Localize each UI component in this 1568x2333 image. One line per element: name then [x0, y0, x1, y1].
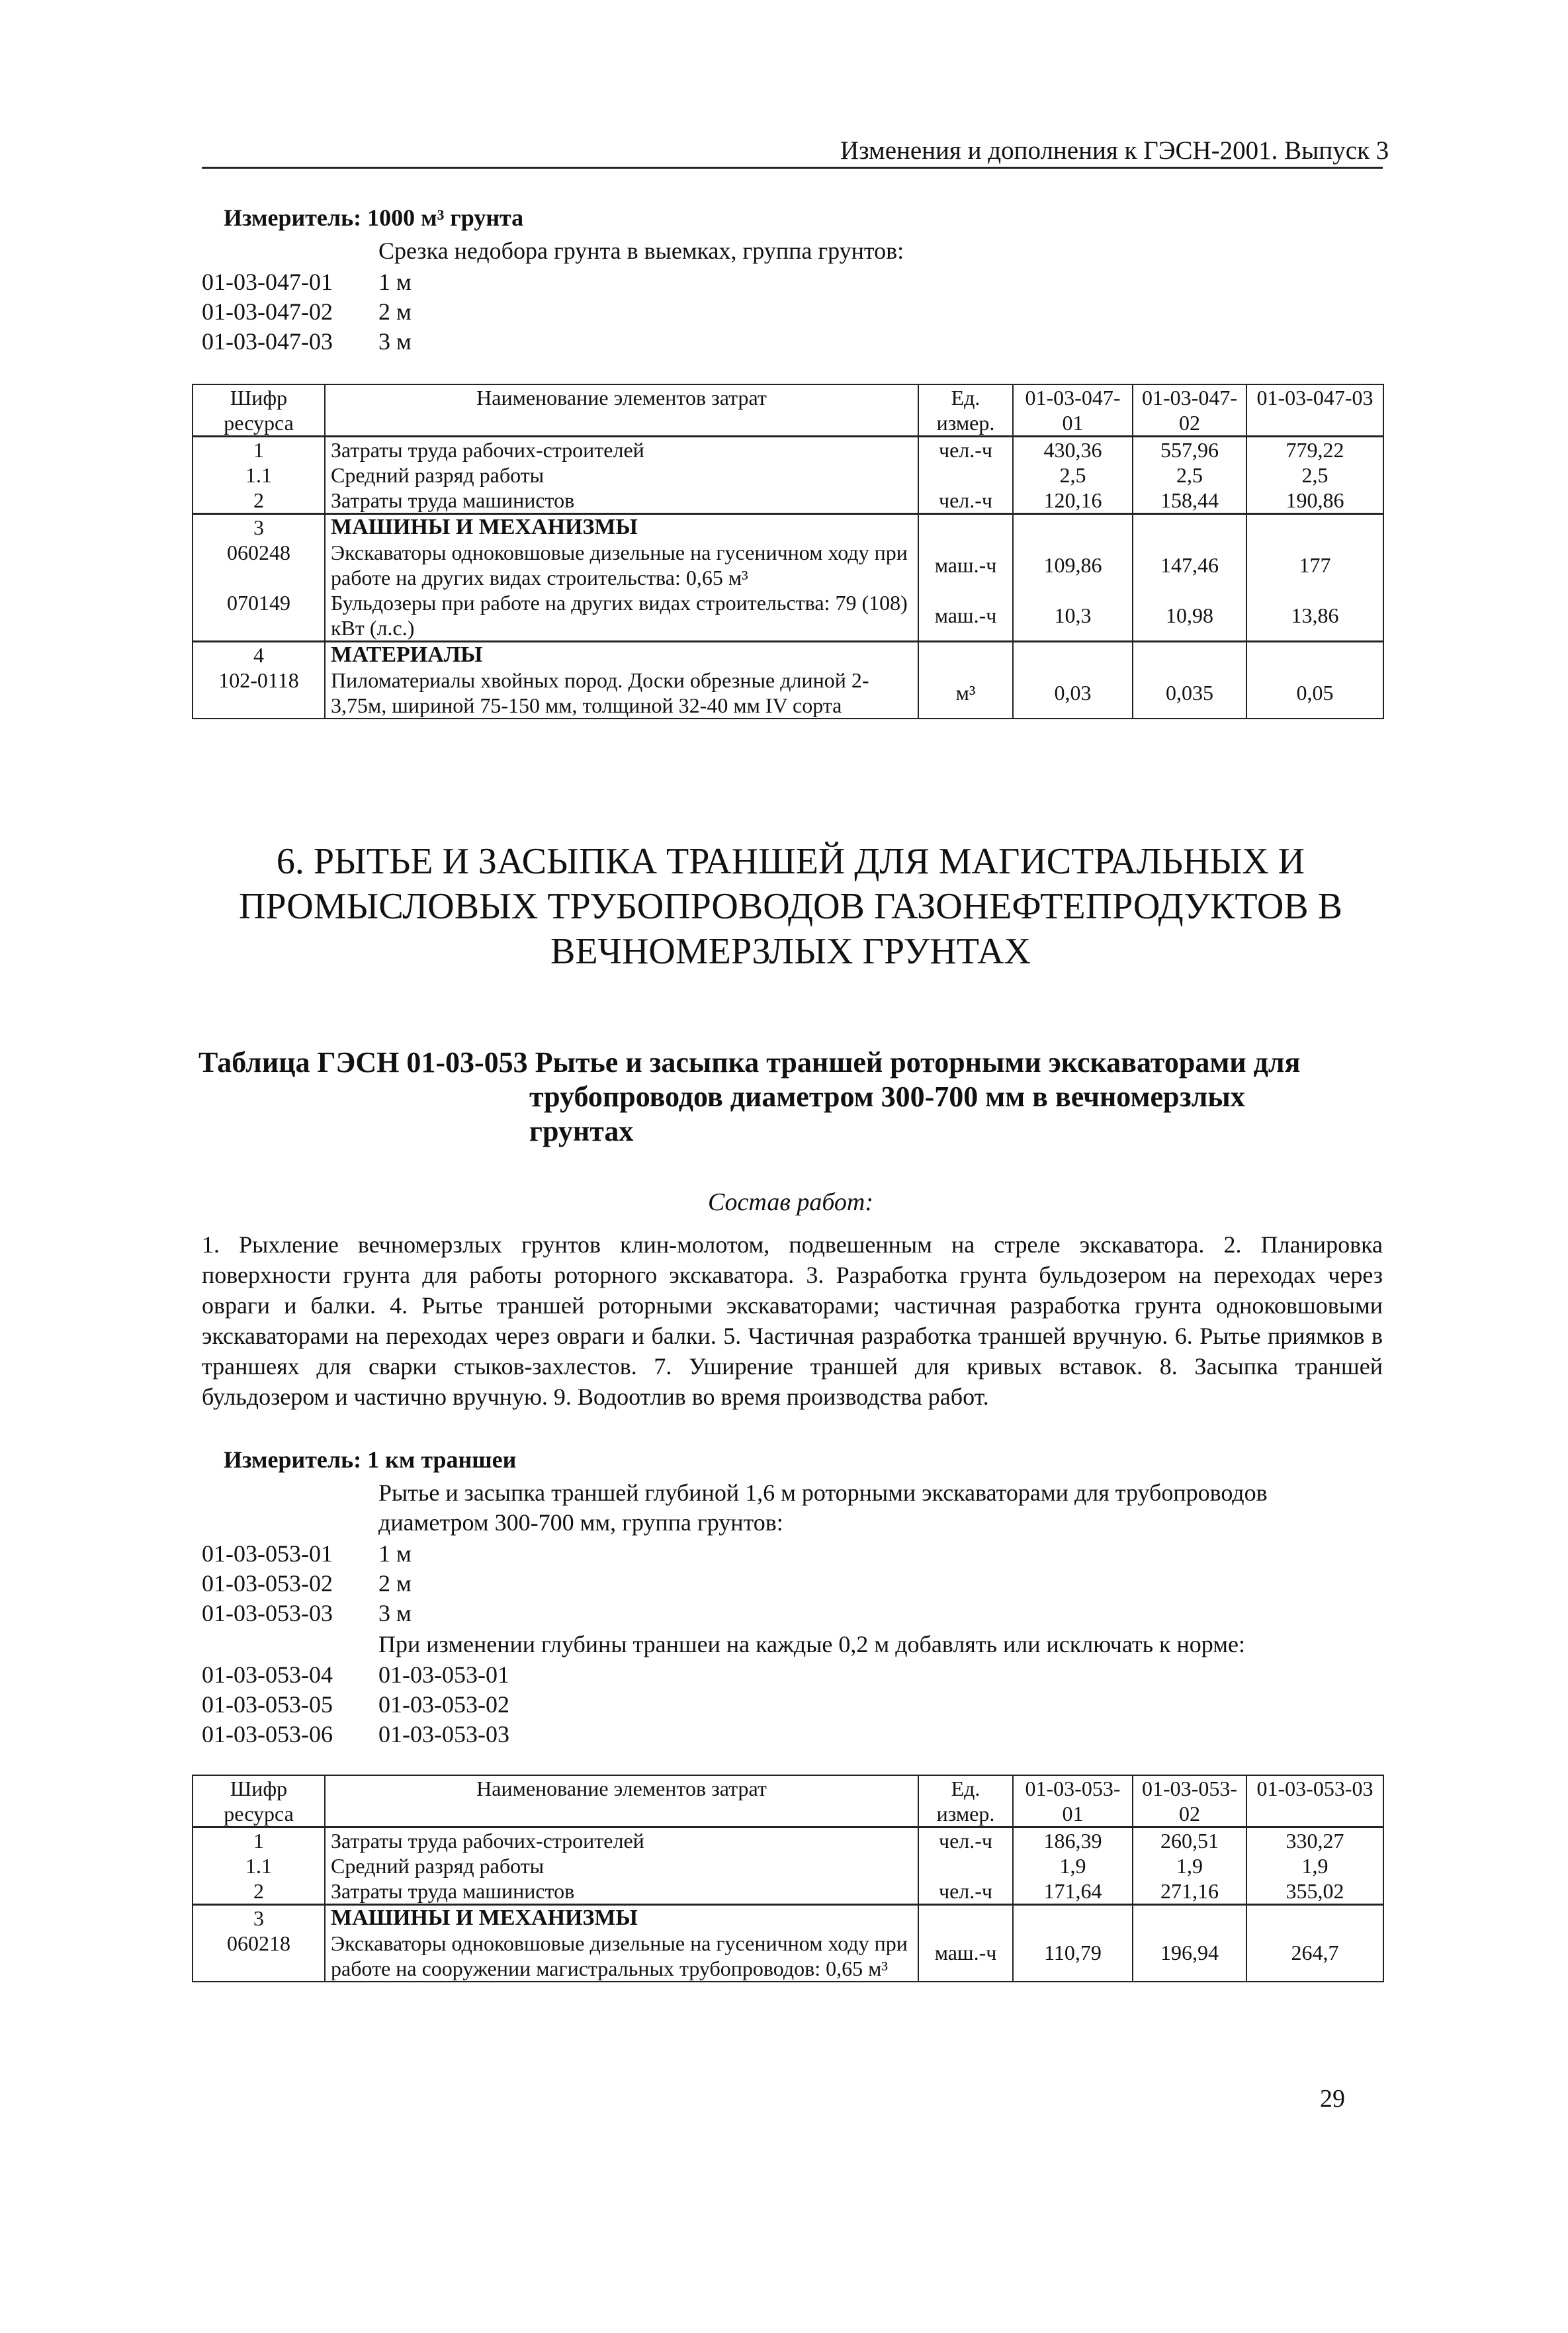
code-053-02-text: 2 м — [378, 1570, 412, 1597]
code-047-02-text: 2 м — [378, 298, 412, 325]
table-row — [193, 540, 1383, 590]
code-053-03-text: 3 м — [378, 1600, 412, 1626]
row-code: 1.1 — [193, 1853, 325, 1878]
row-value-3 — [1246, 1905, 1383, 1931]
table-title-line-3: грунтах — [529, 1115, 634, 1147]
head-col-2: 01-03-047-02 — [1133, 384, 1246, 437]
code-053-01: 01-03-053-01 — [202, 1540, 333, 1567]
subtitle-053-line-1: Рытье и засыпка траншей глубиной 1,6 м роторными экскаваторами для трубопроводов — [378, 1479, 1268, 1506]
table-row — [193, 1853, 1383, 1878]
row-code: 2 — [193, 1878, 325, 1905]
row-unit: чел.-ч — [918, 437, 1013, 463]
section-title: 6. РЫТЬЕ И ЗАСЫПКА ТРАНШЕЙ ДЛЯ МАГИСТРАЛЬНЫХ И ПРОМЫСЛОВЫХ ТРУБОПРОВОДОВ ГАЗОНЕФТЕПРОДУКТОВ В ВЕЧНОМЕРЗЛЫХ ГРУНТАХ — [238, 841, 1343, 972]
row-value-3: 190,86 — [1246, 488, 1383, 514]
row-name: Затраты труда машинистов — [325, 488, 918, 514]
table-row — [193, 462, 1383, 488]
code-053-02: 01-03-053-02 — [202, 1570, 333, 1597]
row-unit: чел.-ч — [918, 1878, 1013, 1905]
row-value-3: 2,5 — [1246, 462, 1383, 488]
code-053-05-text: 01-03-053-02 — [378, 1691, 509, 1718]
works-heading: Состав работ: — [707, 1188, 874, 1216]
code-053-01-text: 1 м — [378, 1540, 412, 1567]
row-value-1 — [1013, 514, 1133, 541]
row-value-3 — [1246, 642, 1383, 668]
row-name: Затраты труда рабочих-строителей — [325, 437, 918, 463]
code-053-06-text: 01-03-053-03 — [378, 1721, 509, 1747]
row-name: Экскаваторы одноковшовые дизельные на гусеничном ходу при работе на других видах строительства: 0,65 м³ — [325, 540, 918, 590]
table-row — [193, 1827, 1383, 1854]
row-value-1: 186,39 — [1013, 1827, 1133, 1854]
code-053-04: 01-03-053-04 — [202, 1661, 333, 1688]
row-unit — [918, 514, 1013, 541]
row-name: Средний разряд работы — [325, 462, 918, 488]
table-row — [193, 590, 1383, 642]
norm-table-047 — [192, 384, 1384, 719]
row-code: 070149 — [193, 590, 325, 642]
head-name: Наименование элементов затрат — [325, 1775, 918, 1827]
row-value-1: 110,79 — [1013, 1931, 1133, 1982]
row-value-1: 430,36 — [1013, 437, 1133, 463]
meter-value: 1 км траншеи — [367, 1446, 517, 1473]
head-unit: Ед. измер. — [918, 1775, 1013, 1827]
table-row — [193, 1905, 1383, 1931]
row-value-2: 196,94 — [1133, 1931, 1246, 1982]
row-code: 102-0118 — [193, 668, 325, 719]
row-value-1: 0,03 — [1013, 668, 1133, 719]
section-caption: МАТЕРИАЛЫ — [325, 642, 918, 668]
head-col-1: 01-03-053-01 — [1013, 1775, 1133, 1827]
row-value-2 — [1133, 642, 1246, 668]
header-rule — [202, 167, 1383, 169]
change-note: При изменении глубины траншеи на каждые 0,2 м добавлять или исключать к норме: — [378, 1631, 1245, 1657]
row-value-2: 147,46 — [1133, 540, 1246, 590]
code-053-05: 01-03-053-05 — [202, 1691, 333, 1718]
row-code: 2 — [193, 488, 325, 514]
row-value-3: 264,7 — [1246, 1931, 1383, 1982]
table-title-line-2: трубопроводов диаметром 300-700 мм в вечномерзлых — [529, 1080, 1245, 1113]
row-code: 3 — [193, 1905, 325, 1931]
meter-line-1 — [224, 204, 523, 232]
row-unit — [918, 1905, 1013, 1931]
row-value-3: 177 — [1246, 540, 1383, 590]
page-number: 29 — [1320, 2085, 1345, 2113]
code-053-06: 01-03-053-06 — [202, 1721, 333, 1747]
row-value-3: 1,9 — [1246, 1853, 1383, 1878]
row-value-3: 330,27 — [1246, 1827, 1383, 1854]
row-value-2: 271,16 — [1133, 1878, 1246, 1905]
head-cipher: Шифр ресурса — [193, 384, 325, 437]
row-value-2: 2,5 — [1133, 462, 1246, 488]
meter-line-2 — [224, 1446, 516, 1474]
row-value-3: 779,22 — [1246, 437, 1383, 463]
row-code: 060248 — [193, 540, 325, 590]
code-053-04-text: 01-03-053-01 — [378, 1661, 509, 1688]
row-unit — [918, 1853, 1013, 1878]
table-row — [193, 437, 1383, 463]
row-code: 1 — [193, 437, 325, 463]
row-code: 3 — [193, 514, 325, 541]
subtitle-047: Срезка недобора грунта в выемках, группа грунтов: — [378, 238, 904, 264]
section-caption: МАШИНЫ И МЕХАНИЗМЫ — [325, 1905, 918, 1931]
row-value-1: 2,5 — [1013, 462, 1133, 488]
row-value-1: 109,86 — [1013, 540, 1133, 590]
row-code: 1.1 — [193, 462, 325, 488]
row-unit: чел.-ч — [918, 488, 1013, 514]
table-title — [198, 1045, 1389, 1149]
row-name: Пиломатериалы хвойных пород. Доски обрезные длиной 2-3,75м, шириной 75-150 мм, толщиной 32-40 мм IV сорта — [325, 668, 918, 719]
row-value-2: 158,44 — [1133, 488, 1246, 514]
code-047-01-text: 1 м — [378, 269, 412, 295]
row-name: Затраты труда машинистов — [325, 1878, 918, 1905]
table-row — [193, 488, 1383, 514]
table-title-line-1: Таблица ГЭСН 01-03-053 Рытье и засыпка траншей роторными экскаваторами для — [198, 1046, 1301, 1078]
row-value-3: 0,05 — [1246, 668, 1383, 719]
works-text: 1. Рыхление вечномерзлых грунтов клин-молотом, подвешенным на стреле экскаватора. 2. Планировка поверхности грунта для работы роторного экскаватора. 3. Разработка грунта бульдозером на переходах через овраги и балки. 4. Рытье траншей роторными экскаваторами; частичная разработка грунта одноковшовыми экскаваторами на переходах через овраги и балки. 5. Частичная разработка траншей вручную. 6. Рытье приямков в траншеях для сварки стыков-захлестов. 7. Уширение траншей для кривых вставок. 8. Засыпка траншей бульдозером и частично вручную. 9. Водоотлив во время производства работ. — [202, 1231, 1383, 1410]
code-047-01: 01-03-047-01 — [202, 269, 333, 295]
code-047-03-text: 3 м — [378, 328, 412, 355]
row-name: Бульдозеры при работе на других видах строительства: 79 (108) кВт (л.с.) — [325, 590, 918, 642]
row-name: Средний разряд работы — [325, 1853, 918, 1878]
row-value-1: 171,64 — [1013, 1878, 1133, 1905]
row-unit: м³ — [918, 668, 1013, 719]
subtitle-053-line-2: диаметром 300-700 мм, группа грунтов: — [378, 1509, 783, 1536]
row-unit — [918, 462, 1013, 488]
row-unit: маш.-ч — [918, 1931, 1013, 1982]
head-name: Наименование элементов затрат — [325, 384, 918, 437]
row-unit: чел.-ч — [918, 1827, 1013, 1854]
head-unit: Ед. измер. — [918, 384, 1013, 437]
row-name: Затраты труда рабочих-строителей — [325, 1827, 918, 1854]
row-value-2: 0,035 — [1133, 668, 1246, 719]
table-row — [193, 514, 1383, 541]
row-value-2 — [1133, 1905, 1246, 1931]
head-col-3: 01-03-047-03 — [1246, 384, 1383, 437]
code-047-02: 01-03-047-02 — [202, 298, 333, 325]
row-value-3: 13,86 — [1246, 590, 1383, 642]
row-code: 060218 — [193, 1931, 325, 1982]
section-caption: МАШИНЫ И МЕХАНИЗМЫ — [325, 514, 918, 541]
row-value-1 — [1013, 642, 1133, 668]
table-row — [193, 1878, 1383, 1905]
row-value-1 — [1013, 1905, 1133, 1931]
meter-label: Измеритель: — [224, 204, 362, 231]
code-047-03: 01-03-047-03 — [202, 328, 333, 355]
norm-table-053 — [192, 1775, 1384, 1982]
meter-label: Измеритель: — [224, 1446, 362, 1473]
table-row — [193, 668, 1383, 719]
row-value-3 — [1246, 514, 1383, 541]
row-value-2 — [1133, 514, 1246, 541]
head-col-1: 01-03-047-01 — [1013, 384, 1133, 437]
row-unit: маш.-ч — [918, 540, 1013, 590]
code-053-03: 01-03-053-03 — [202, 1600, 333, 1626]
row-name: Экскаваторы одноковшовые дизельные на гусеничном ходу при работе на сооружении магистральных трубопроводов: 0,65 м³ — [325, 1931, 918, 1982]
row-value-2: 260,51 — [1133, 1827, 1246, 1854]
row-value-1: 1,9 — [1013, 1853, 1133, 1878]
row-value-2: 557,96 — [1133, 437, 1246, 463]
table-row — [193, 642, 1383, 668]
row-code: 1 — [193, 1827, 325, 1854]
row-unit: маш.-ч — [918, 590, 1013, 642]
row-value-1: 10,3 — [1013, 590, 1133, 642]
row-value-3: 355,02 — [1246, 1878, 1383, 1905]
head-col-2: 01-03-053-02 — [1133, 1775, 1246, 1827]
head-col-3: 01-03-053-03 — [1246, 1775, 1383, 1827]
table-row — [193, 1931, 1383, 1982]
row-value-2: 1,9 — [1133, 1853, 1246, 1878]
head-cipher: Шифр ресурса — [193, 1775, 325, 1827]
row-value-2: 10,98 — [1133, 590, 1246, 642]
row-value-1: 120,16 — [1013, 488, 1133, 514]
row-code: 4 — [193, 642, 325, 668]
meter-value: 1000 м³ грунта — [367, 204, 524, 231]
row-unit — [918, 642, 1013, 668]
running-header: Изменения и дополнения к ГЭСН-2001. Выпуск 3 — [840, 136, 1389, 165]
